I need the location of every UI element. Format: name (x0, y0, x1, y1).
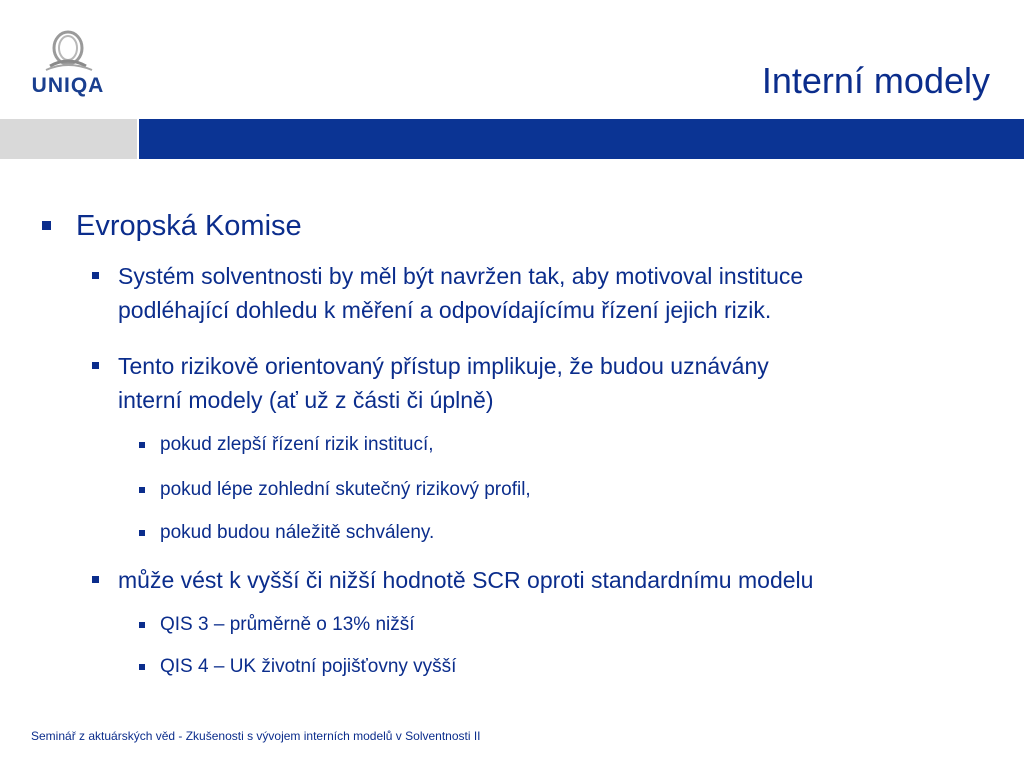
footer-text: Seminář z aktuárských věd - Zkušenosti s vývojem interních modelů v Solventnosti II (31, 729, 481, 743)
header-band-grey (0, 119, 137, 159)
bullet-square-icon (139, 664, 145, 670)
bullet-square-icon (92, 576, 99, 583)
bullet-level3: pokud zlepší řízení rizik institucí, (160, 434, 434, 455)
bullet-level3: QIS 4 – UK životní pojišťovny vyšší (160, 656, 457, 677)
bullet-level1: Evropská Komise (76, 210, 302, 242)
bullet-square-icon (92, 362, 99, 369)
bullet-level2-line: interní modely (ať už z části či úplně) (118, 387, 494, 413)
logo-text: UNIQA (31, 74, 105, 97)
page-title: Interní modely (761, 60, 990, 101)
bullet-level2-line: Tento rizikově orientovaný přístup implikuje, že budou uznávány (118, 353, 769, 379)
bullet-level2: může vést k vyšší či nižší hodnotě SCR oproti standardnímu modelu (118, 567, 814, 593)
bullet-square-icon (139, 530, 145, 536)
bullet-level3: pokud budou náležitě schváleny. (160, 522, 435, 543)
header-band-blue (139, 119, 1024, 159)
bullet-level3: QIS 3 – průměrně o 13% nižší (160, 614, 415, 635)
uniqa-logo (22, 26, 114, 98)
bullet-square-icon (139, 442, 145, 448)
bullet-square-icon (139, 487, 145, 493)
bullet-level2-line: Systém solventnosti by měl být navržen tak, aby motivoval instituce (118, 263, 804, 289)
bullet-square-icon (139, 622, 145, 628)
bullet-square-icon (92, 272, 99, 279)
bullet-level3: pokud lépe zohlední skutečný rizikový profil, (160, 479, 531, 500)
logo-emblem-icon (22, 26, 114, 74)
bullet-square-icon (42, 221, 51, 230)
bullet-level2-line: podléhající dohledu k měření a odpovídajícímu řízení jejich rizik. (118, 297, 772, 323)
